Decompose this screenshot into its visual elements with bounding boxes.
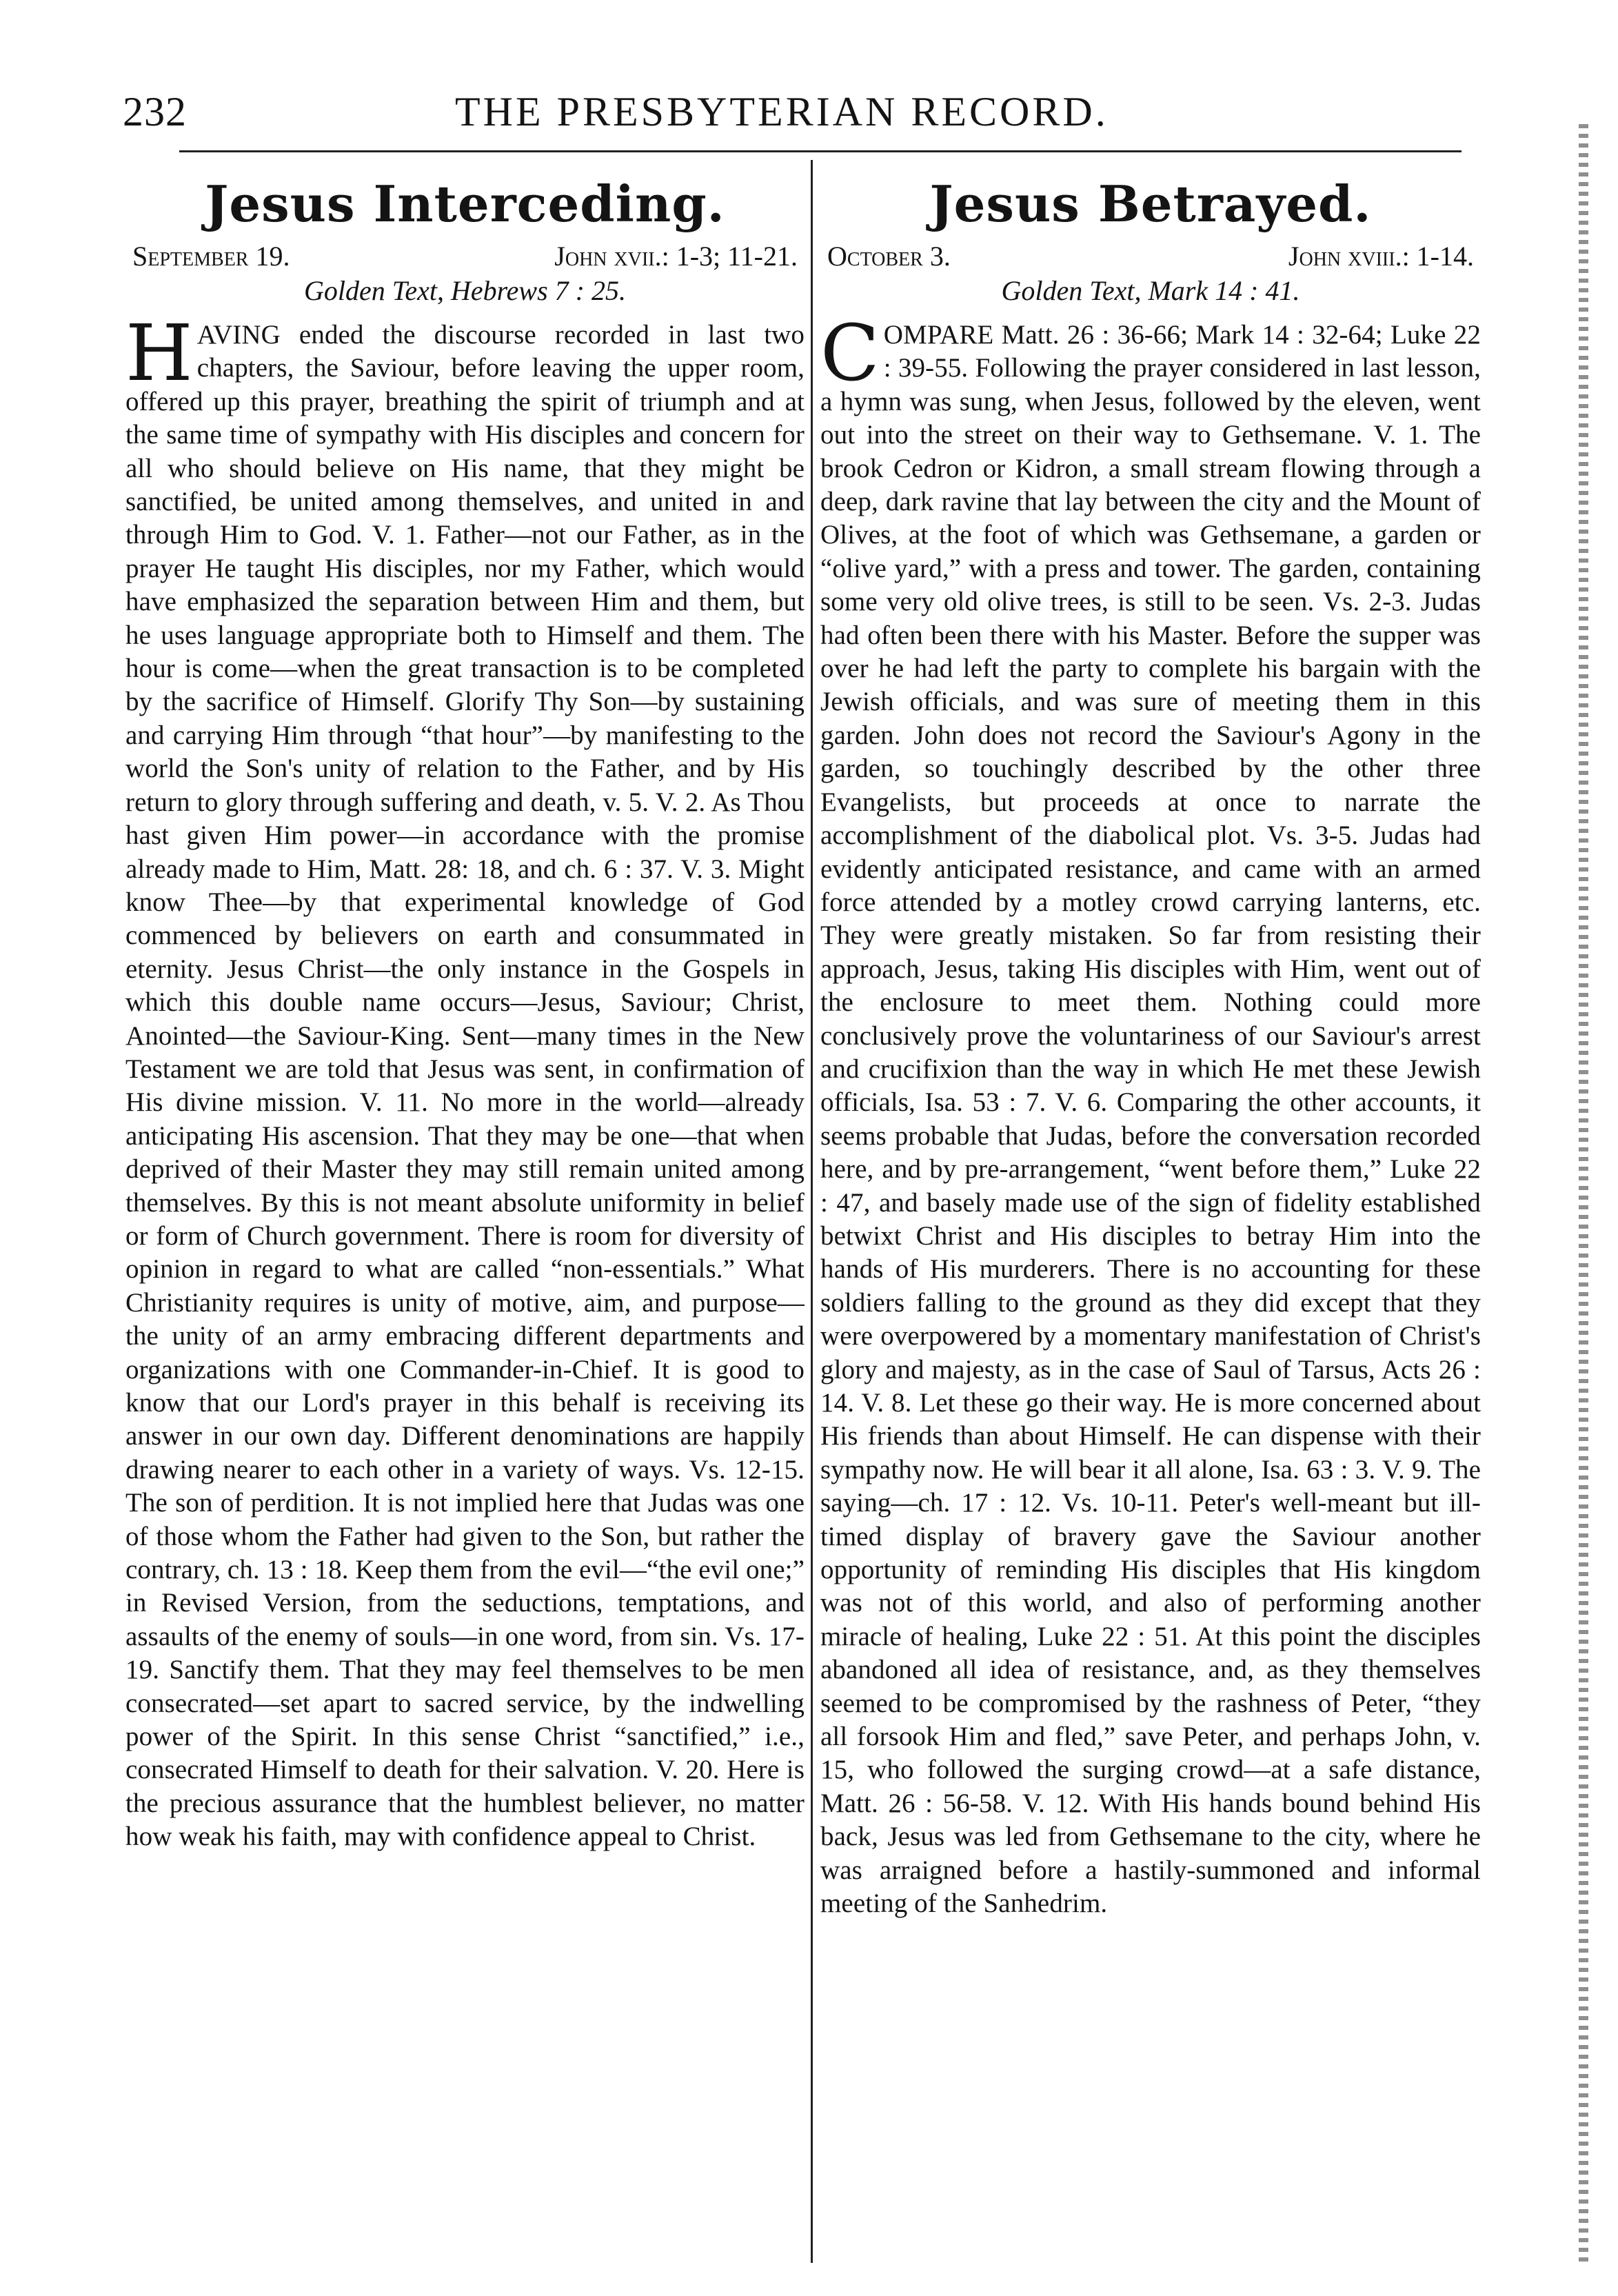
lesson-body-container [125,309,805,1854]
lesson-date: September 19. [132,241,290,272]
lesson-body-container [820,309,1481,1921]
running-head: THE PRESBYTERIAN RECORD. [455,89,1109,134]
drop-cap: C [820,309,880,399]
golden-text: Golden Text, Mark 14 : 41. [1001,275,1300,306]
page-number: 232 [123,89,187,134]
right-margin-border [1579,124,1588,2262]
column-divider [811,160,813,2263]
lesson-meta [820,240,1481,273]
golden-text: Golden Text, Hebrews 7 : 25. [304,275,626,306]
lesson-meta [125,240,805,273]
top-rule [179,150,1462,152]
lesson-title: Jesus Betrayed. [929,174,1372,233]
lesson-date: October 3. [827,241,951,272]
lesson-body: AVING ended the discourse recorded in last two chapters, the Saviour, before leaving the upper room, offered up this prayer, breathing the spirit of triumph and at the same time of sympathy with His disciples and concern for all who should believe on His name, that they might be sanctified, be united among themselves, and united in and through Him to God. V. 1. Father—not our Father, as in the prayer He taught His disciples, nor my Father, which would have emphasized the separation between Him and them, but he uses language appropriate both to Himself and them. The hour is come—when the great transaction is to be completed by the sacrifice of Himself. Glorify Thy Son—by sustaining and carrying Him through “that hour”—by manifesting to the world the Son's unity of relation to the Father, and by His return to glory through suffering and death, v. 5. V. 2. As Thou hast given Him power—in accordance with the promise already made to Him, Matt. 28: 18, and ch. 6 : 37. V. 3. Might know Thee—by that experimental knowledge of God commenced by believers on earth and consummated in eternity. Jesus Christ—the only instance in the Gospels in which this double name occurs—Jesus, Saviour; Christ, Anointed—the Saviour-King. Sent—many times in the New Testament we are told that Jesus was sent, in confirmation of His divine mission. V. 11. No more in the world—already anticipating His ascension. That they may be one—that when deprived of their Master they may still remain united among themselves. By this is not meant absolute uniformity in belief or form of Church government. There is room for diversity of opinion in regard to what are called “non-essentials.” What Christianity requires is unity of motive, aim, and purpose—the unity of an army embracing different departments and organizations with one Commander-in-Chief. It is good to know that our Lord's prayer in this behalf is receiving its answer in our own day. Different denominations are happily drawing nearer to each other in a variety of ways. Vs. 12-15. The son of perdition. It is not implied here that Judas was one of those whom the Father had given to the Son, but rather the contrary, ch. 13 : 18. Keep them from the evil—“the evil one;” in Revised Version, from the seductions, temptations, and assaults of the enemy of souls—in one word, from sin. Vs. 17-19. Sanctify them. That they may feel themselves to be men consecrated—set apart to sacred service, by the indwelling power of the Spirit. In this sense Christ “sanctified,” i.e., consecrated Himself to death for their salvation. V. 20. Here is the precious assurance that the humblest believer, no matter how weak his faith, may with confidence appeal to Christ. [125,320,805,1852]
lesson-reference: John xvii.: 1-3; 11-21. [554,241,798,272]
lesson-reference: John xviii.: 1-14. [1288,241,1474,272]
lesson-title: Jesus Interceding. [205,174,725,233]
drop-cap: H [125,309,193,399]
right-column [820,172,1481,2262]
lesson-body: OMPARE Matt. 26 : 36-66; Mark 14 : 32-64; Luke 22 : 39-55. Following the prayer considered in last lesson, a hymn was sung, when Jesus, followed by the eleven, went out into the street on their way to Gethsemane. V. 1. The brook Cedron or Kidron, a small stream flowing through a deep, dark ravine that lay between the city and the Mount of Olives, at the foot of which was Gethsemane, a garden or “olive yard,” with a press and tower. The garden, containing some very old olive trees, is still to be seen. Vs. 2-3. Judas had often been there with his Master. Before the supper was over he had left the party to complete his bargain with the Jewish officials, and was sure of meeting them in this garden. John does not record the Saviour's Agony in the garden, so touchingly described by the other three Evangelists, but proceeds at once to narrate the accomplishment of the diabolical plot. Vs. 3-5. Judas had evidently anticipated resistance, and came with an armed force attended by a motley crowd carrying lanterns, etc. They were greatly mistaken. So far from resisting their approach, Jesus, taking His disciples with Him, went out of the enclosure to meet them. Nothing could more conclusively prove the voluntariness of our Saviour's arrest and crucifixion than the way in which He met these Jewish officials, Isa. 53 : 7. V. 6. Comparing the other accounts, it seems probable that Judas, before the conversation recorded here, and by pre-arrangement, “went before them,” Luke 22 : 47, and basely made use of the sign of fidelity established betwixt Christ and His disciples to betray Him into the hands of His murderers. There is no accounting for these soldiers falling to the ground as they did except that they were overpowered by a momentary manifestation of Christ's glory and majesty, as in the case of Saul of Tarsus, Acts 26 : 14. V. 8. Let these go their way. He is more concerned about His friends than about Himself. He can dispense with their sympathy now. He will bear it all alone, Isa. 63 : 3. V. 9. The saying—ch. 17 : 12. Vs. 10-11. Peter's well-meant but ill-timed display of bravery gave the Saviour another opportunity of reminding His disciples that His kingdom was not of this world, and also of performing another miracle of healing, Luke 22 : 51. At this point the disciples abandoned all idea of resistance, and, as they themselves seemed to be compromised by the rashness of Peter, “they all forsook Him and fled,” save Peter, and perhaps John, v. 15, who followed the surging crowd—at a safe distance, Matt. 26 : 56-58. V. 12. With His hands bound behind His back, Jesus was led from Gethsemane to the city, where he was arraigned before a hastily-summoned and informal meeting of the Sanhedrim. [820,320,1481,1919]
left-column [125,172,805,2262]
